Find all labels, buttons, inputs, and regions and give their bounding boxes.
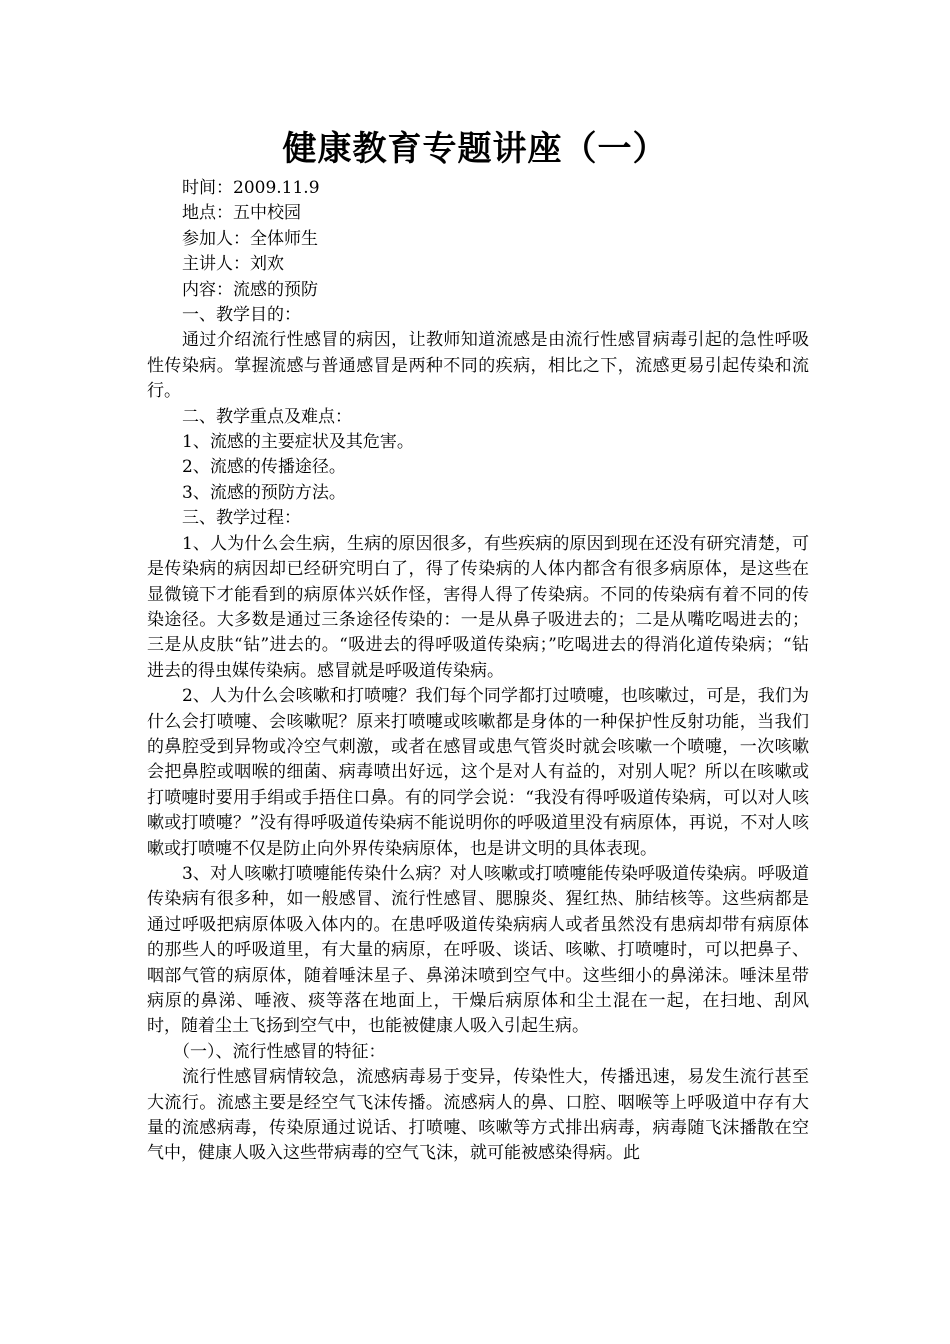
meta-content: 内容：流感的预防 [182, 279, 318, 300]
section-heading-key-points: 二、教学重点及难点： [182, 406, 352, 427]
subsection-heading-flu-features: （一）、流行性感冒的特征： [173, 1041, 386, 1062]
section-heading-process: 三、教学过程： [182, 508, 301, 529]
process-paragraph-2: 2、人为什么会咳嗽和打喷嚏？我们每个同学都打过喷嚏，也咳嗽过，可是，我们为什么会打喷嚏、会咳嗽呢？原来打喷嚏或咳嗽都是身体的一种保护性反射功能，当我们的鼻腔受到异物或冷空气刺激，或者在感冒或患气管炎时就会咳嗽一个喷嚏，一次咳嗽会把鼻腔或咽喉的细菌、病毒喷出好远，这个是对人有益的，对别人呢？所以在咳嗽或打喷嚏时要用手绢或手捂住口鼻。有的同学会说：“我没有得呼吸道传染病，可以对人咳嗽或打喷嚏？”没有得呼吸道传染病不能说明你的呼吸道里没有病原体，再说，不对人咳嗽或打喷嚏不仅是防止向外界传染病原体，也是讲文明的具体表现。 [147, 686, 809, 859]
process-paragraph-1: 1、人为什么会生病，生病的原因很多，有些疾病的原因到现在还没有研究清楚，可是传染病的病因却已经研究明白了，得了传染病的人体内都含有很多病原体，是这些在显微镜下才能看到的病原体兴妖作怪，害得人得了传染病。不同的传染病有着不同的传染途径。大多数是通过三条途径传染的：一是从鼻子吸进去的；二是从嘴吃喝进去的；三是从皮肤“钻”进去的。“吸进去的得呼吸道传染病；”吃喝进去的得消化道传染病；“钻进去的得虫媒传染病。感冒就是呼吸道传染病。 [147, 533, 809, 681]
meta-time: 时间：2009.11.9 [182, 178, 320, 198]
meta-participants: 参加人：全体师生 [182, 228, 318, 249]
key-point-item: 1、流感的主要症状及其危害。 [182, 432, 414, 453]
flu-features-paragraph: 流行性感冒病情较急，流感病毒易于变异，传染性大，传播迅速，易发生流行甚至大流行。流感主要是经空气飞沫传播。流感病人的鼻、口腔、咽喉等上呼吸道中存有大量的流感病毒，传染原通过说话、打喷嚏、咳嗽等方式排出病毒，病毒随飞沫播散在空气中，健康人吸入这些带病毒的空气飞沫，就可能被感染得病。此 [147, 1067, 809, 1164]
section-heading-objectives: 一、教学目的： [182, 305, 301, 326]
process-paragraph-3: 3、对人咳嗽打喷嚏能传染什么病？对人咳嗽或打喷嚏能传染呼吸道传染病。呼吸道传染病有很多种，如一般感冒、流行性感冒、腮腺炎、猩红热、肺结核等。这些病都是通过呼吸把病原体吸入体内的。在患呼吸道传染病病人或者虽然没有患病却带有病原体的那些人的呼吸道里，有大量的病原，在呼吸、谈话、咳嗽、打喷嚏时，可以把鼻子、咽部气管的病原体，随着唾沫星子、鼻涕沫喷到空气中。这些细小的鼻涕沫。唾沫星带病原的鼻涕、唾液、痰等落在地面上，干燥后病原体和尘土混在一起，在扫地、刮风时，随着尘土飞扬到空气中，也能被健康人吸入引起生病。 [147, 863, 809, 1037]
document-body [147, 176, 809, 1167]
meta-speaker: 主讲人：刘欢 [182, 254, 284, 275]
document-title: 健康教育专题讲座（一） [282, 129, 668, 169]
key-point-item: 2、流感的传播途径。 [182, 457, 346, 478]
meta-place: 地点：五中校园 [182, 203, 301, 224]
objectives-paragraph: 通过介绍流行性感冒的病因，让教师知道流感是由流行性感冒病毒引起的急性呼吸性传染病。掌握流感与普通感冒是两种不同的疾病，相比之下，流感更易引起传染和流行。 [147, 330, 809, 402]
key-point-item: 3、流感的预防方法。 [182, 482, 346, 503]
